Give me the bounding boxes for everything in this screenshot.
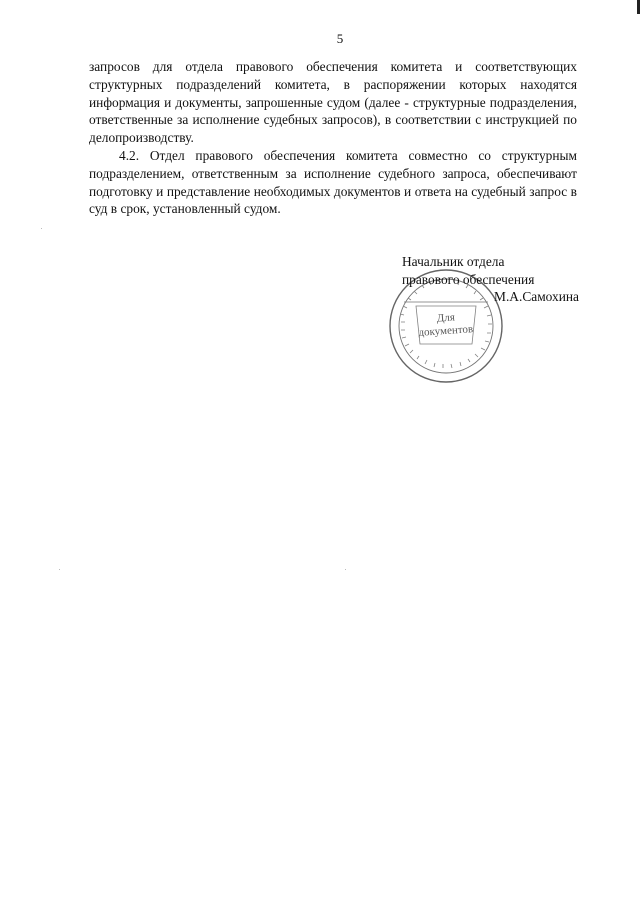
signature-block <box>402 253 592 306</box>
scan-speck <box>345 569 346 570</box>
paragraph-continuation: запросов для отдела правового обеспечения комитета и соответствующих структурных подразделений комитета, в распоряжении которых находятся информация и документы, запрошенные судом (далее - структурные подразделения, ответственные за исполнение судебных запросов), в соответствии с инструкцией по делопроизводству. <box>89 59 577 146</box>
paragraph-4-2: 4.2. Отдел правового обеспечения комитета совместно со структурным подразделением, ответственным за исполнение судебного запроса, обеспечивают подготовку и представление необходимых документов и ответа на судебный запрос в суд в срок, установленный судом. <box>89 147 577 217</box>
scan-speck <box>41 228 42 229</box>
seal-center-text-1: Для <box>436 311 456 325</box>
scan-speck <box>59 569 60 570</box>
signature-name: М.А.Самохина <box>494 289 579 304</box>
seal-center-text-2: документов <box>418 323 474 339</box>
document-body <box>89 58 577 218</box>
page-number: 5 <box>336 31 344 46</box>
signature-title-line-1: Начальник отдела <box>402 254 505 269</box>
signature-title-line-2: правового обеспечения <box>402 271 535 287</box>
